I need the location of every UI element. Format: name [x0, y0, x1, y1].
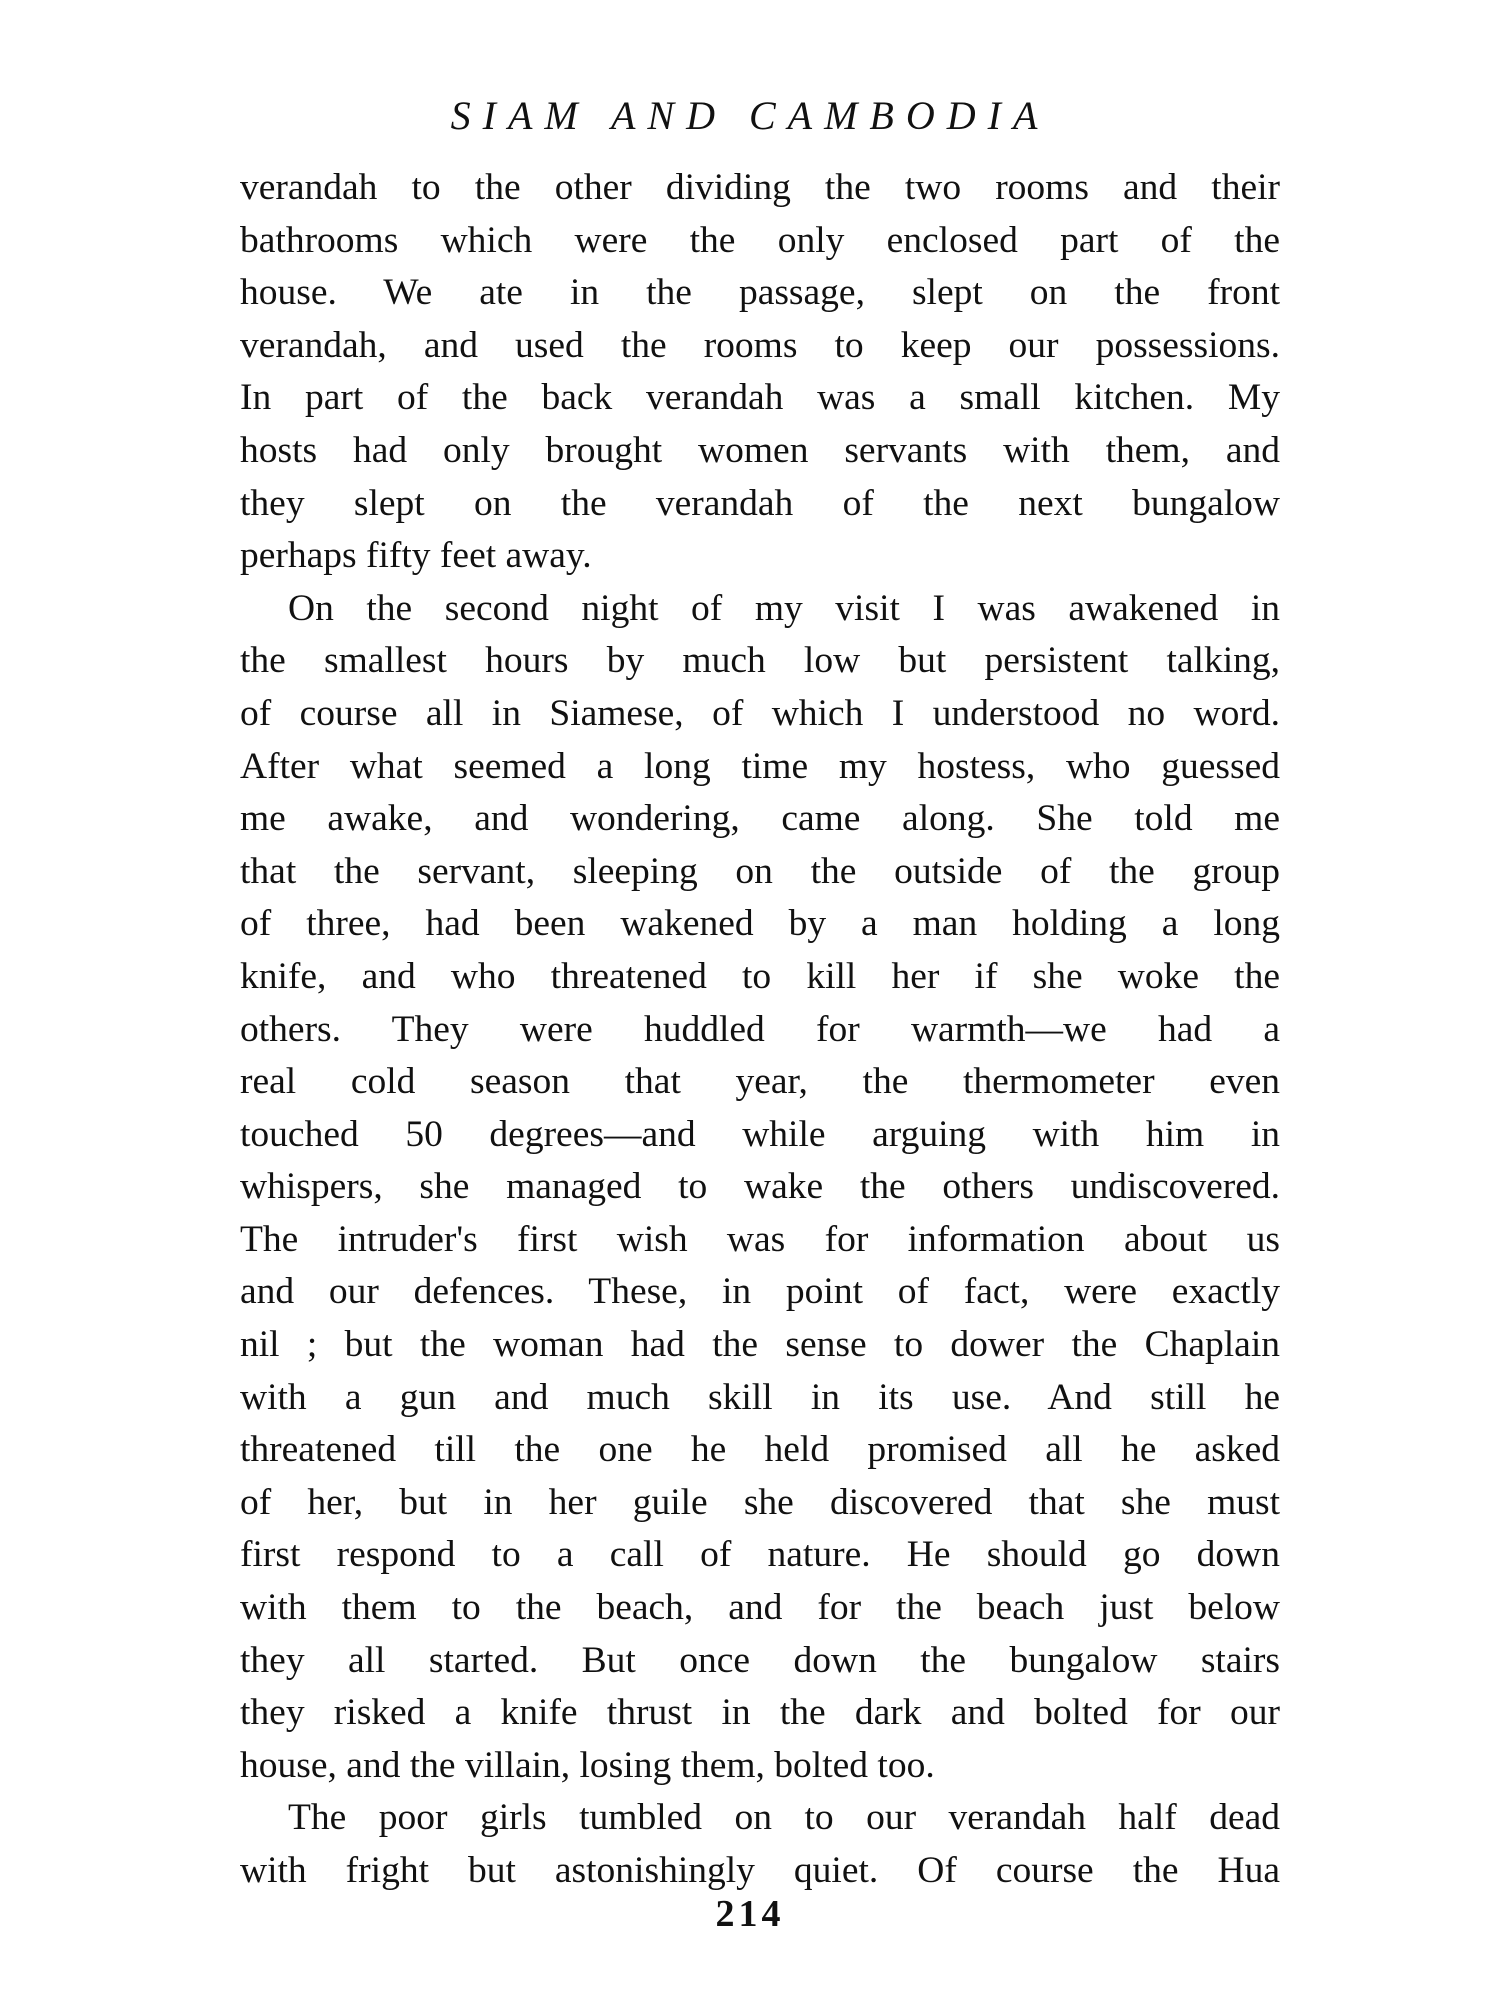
text-line: touched 50 degrees—and while arguing with him in	[240, 1113, 1280, 1155]
text-line: On the second night of my visit I was awakened in	[288, 587, 1280, 629]
text-line: that the servant, sleeping on the outside of the group	[240, 850, 1280, 892]
text-line: the smallest hours by much low but persistent talking,	[240, 640, 1280, 682]
page-number: 214	[715, 1893, 785, 1935]
text-line: threatened till the one he held promised all he asked	[240, 1429, 1280, 1471]
text-line: with them to the beach, and for the beach just below	[240, 1587, 1280, 1629]
text-line: whispers, she managed to wake the others undiscovered.	[240, 1166, 1280, 1208]
text-line: nil ; but the woman had the sense to dower the Chaplain	[240, 1324, 1280, 1366]
text-line: hosts had only brought women servants with them, and	[240, 429, 1280, 471]
text-line: others. They were huddled for warmth—we had a	[240, 1008, 1280, 1050]
text-line: of three, had been wakened by a man holding a long	[240, 903, 1280, 945]
text-line: knife, and who threatened to kill her if she woke the	[240, 955, 1280, 997]
text-line: bathrooms which were the only enclosed part of the	[240, 219, 1280, 261]
text-line: perhaps fifty feet away.	[240, 535, 592, 577]
text-line: In part of the back verandah was a small kitchen. My	[240, 377, 1280, 419]
text-line: The poor girls tumbled on to our verandah half dead	[288, 1797, 1280, 1839]
text-line: house. We ate in the passage, slept on the front	[240, 272, 1280, 314]
text-line: me awake, and wondering, came along. She told me	[240, 798, 1280, 840]
text-line: real cold season that year, the thermometer even	[240, 1061, 1280, 1103]
text-line: and our defences. These, in point of fact, were exactly	[240, 1271, 1280, 1313]
text-line: The intruder's first wish was for information about us	[240, 1218, 1280, 1260]
text-line: house, and the villain, losing them, bolted too.	[240, 1744, 935, 1786]
text-line: they risked a knife thrust in the dark and bolted for our	[240, 1692, 1280, 1734]
text-line: they slept on the verandah of the next bungalow	[240, 482, 1280, 524]
text-line: with fright but astonishingly quiet. Of course the Hua	[240, 1850, 1280, 1891]
text-line: of course all in Siamese, of which I understood no word.	[240, 692, 1280, 734]
text-line: verandah, and used the rooms to keep our possessions.	[240, 324, 1280, 366]
text-line: After what seemed a long time my hostess, who guessed	[240, 745, 1280, 787]
body-text	[240, 162, 1280, 1898]
text-line: verandah to the other dividing the two rooms and their	[240, 167, 1280, 208]
text-line: with a gun and much skill in its use. And still he	[240, 1376, 1280, 1418]
running-head: SIAM AND CAMBODIA	[450, 93, 1050, 138]
text-line: of her, but in her guile she discovered that she must	[240, 1481, 1280, 1523]
text-line: they all started. But once down the bungalow stairs	[240, 1639, 1280, 1681]
text-line: first respond to a call of nature. He should go down	[240, 1534, 1280, 1576]
